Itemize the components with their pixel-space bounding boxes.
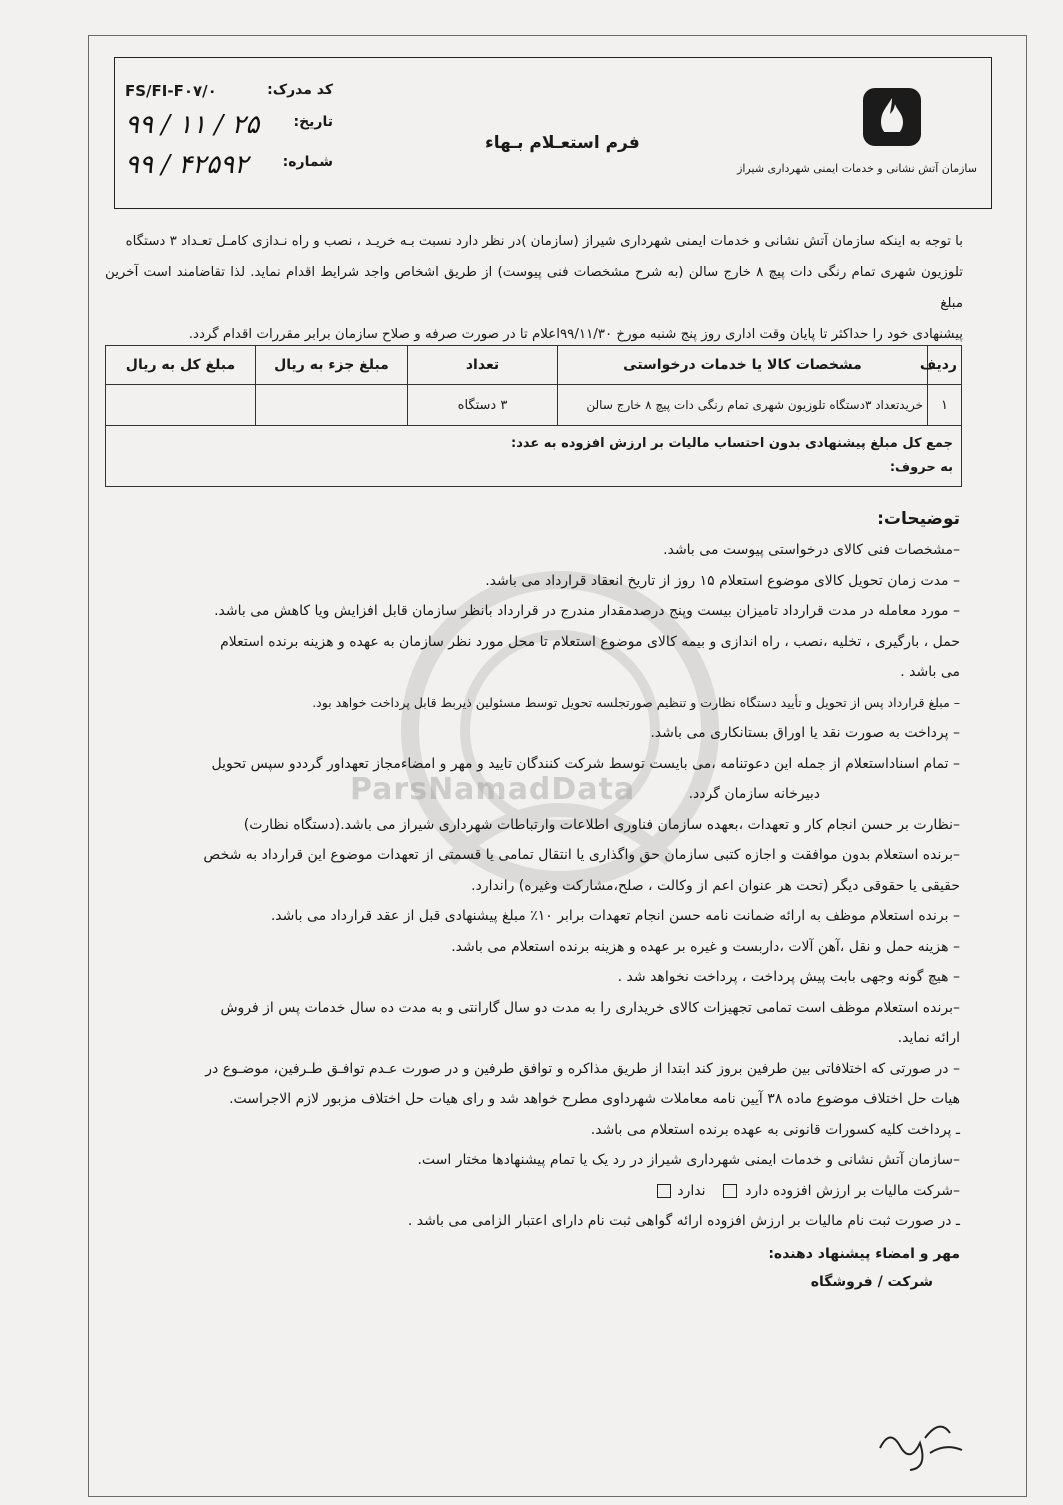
watermark-text: ParsNamadData [350, 772, 636, 807]
intro-line: با توجه به اینکه سازمان آتش نشانی و خدمات ایمنی شهرداری شیراز (سازمان )در نظر دارد نسبت بـه خریـد ، نصب و راه نـدازی کامـل تعـداد ۳ دستگاه [125, 234, 963, 249]
table-header-row [106, 346, 962, 385]
vat-has-label: –شرکت مالیات بر ارزش افزوده دارد [745, 1182, 960, 1199]
number-row [123, 150, 333, 184]
cell-total-price[interactable] [106, 385, 256, 426]
note-item: – هزینه حمل و نقل ،آهن آلات ،داربست و غیره بر عهده و هزینه برنده استعلام می باشد. [451, 938, 960, 955]
date-row [123, 110, 333, 144]
number-label: شماره: [282, 154, 333, 170]
col-header-unit-price: مبلغ جزء به ریال [256, 346, 408, 385]
note-item: دبیرخانه سازمان گردد. [688, 786, 820, 802]
cell-description: خریدتعداد ۳دستگاه تلوزیون شهری تمام رنگی دات پیچ ۸ خارج سالن [558, 385, 928, 426]
note-item: می باشد . [900, 664, 960, 680]
form-title: فرم استعـلام بـهاء [485, 133, 640, 153]
intro-line: تلوزیون شهری تمام رنگی دات پیچ ۸ خارج سالن (به شرح مشخصات فنی پیوست) از طریق اشخاص واجد شرایط اقدام نماید. لذا تقاضامند است آخرین مبلغ [105, 265, 963, 311]
note-item: –برنده استعلام بدون موافقت و اجازه کتبی سازمان حق واگذاری یا انتقال تمامی یا قسمتی از تعهدات موضوع این قرارداد به شخص [203, 847, 960, 863]
note-item: – برنده استعلام موظف به ارائه ضمانت نامه حسن انجام تعهدات برابر ۱۰٪ مبلغ پیشنهادی قبل از عقد قرارداد می باشد. [270, 908, 960, 924]
col-header-total-price: مبلغ کل به ریال [106, 346, 256, 385]
note-item: ـ پرداخت کلیه کسورات قانونی به عهده برنده استعلام می باشد. [590, 1121, 960, 1138]
note-item: – در صورتی که اختلافاتی بین طرفین بروز کند ابتدا از طریق مذاکره و توافق طرفین و در صورت عـدم توافـق طـرفین، موضـوع در [205, 1060, 960, 1077]
note-item: ارائه نماید. [897, 1030, 960, 1046]
intro-line: پیشنهادی خود را حداکثر تا پایان وقت اداری روز پنج شنبه مورخ ۹۹/۱۱/۳۰اعلام تا در صورت صرفه و صلاح سازمان برابر مقررات اقدام گردد. [188, 327, 963, 342]
vat-status-row [100, 1176, 960, 1207]
date-label: تاریخ: [293, 114, 333, 130]
note-item: حقیقی یا حقوقی دیگر (تحت هر عنوان اعم از وکالت ، صلح،مشارکت وغیره) راندارد. [471, 877, 960, 894]
note-item: – پرداخت به صورت نقد یا اوراق بستانکاری می باشد. [650, 725, 960, 741]
vat-no-label: ندارد [677, 1182, 706, 1199]
col-header-quantity: تعداد [408, 346, 558, 385]
note-item: – مدت زمان تحویل کالای موضوع استعلام ۱۵ روز از تاریخ انعقاد قرارداد می باشد. [485, 572, 960, 589]
note-item: –نظارت بر حسن انجام کار و تعهدات ،بعهده سازمان فناوری اطلاعات وارتباطات شهرداری شیراز می باشد.(دستگاه نظارت) [243, 816, 960, 833]
table-row [106, 385, 962, 426]
note-item: حمل ، بارگیری ، تخلیه ،نصب ، راه اندازی و بیمه کالای موضوع استعلام تا محل مورد نظر سازمان به عهده و هزینه برنده استعلام [220, 633, 960, 650]
notes-title: توضیحات: [877, 509, 960, 529]
note-item: هیات حل اختلاف موضوع ماده ۳۸ آیین نامه معاملات شهرداوی مطرح خواهد شد و رای هیات حل اختلاف مزبور لازم الاجراست. [229, 1091, 960, 1107]
intro-paragraph [105, 226, 963, 350]
note-item: – هیچ گونه وجهی بابت پیش پرداخت ، پرداخت نخواهد شد . [617, 969, 960, 985]
cell-row-number: ۱ [928, 385, 962, 426]
fire-department-emblem-icon [859, 84, 925, 150]
note-item: –مشخصات فنی کالای درخواستی پیوست می باشد. [663, 542, 960, 558]
company-label: شرکت / فروشگاه [810, 1274, 933, 1290]
notes-list [100, 535, 960, 1237]
vat-no-checkbox[interactable] [657, 1184, 671, 1198]
vat-has-checkbox[interactable] [723, 1184, 737, 1198]
col-header-description: مشخصات کالا یا خدمات درخواستی [558, 346, 928, 385]
note-item: – مورد معامله در مدت قرارداد تامیزان بیست وپنج درصدمقدار مندرج در قرارداد بانظر سازمان قابل افزایش ویا کاهش می باشد. [214, 603, 960, 619]
document-header [114, 57, 992, 209]
note-item: –برنده استعلام موظف است تمامی تجهیزات کالای خریداری را به مدت دو سال گارانتی و به مدت ده سال خدمات پس از فروش [220, 999, 960, 1016]
doc-code-value: FS/FI-F۰۷/۰ [125, 82, 217, 100]
document-meta [123, 78, 333, 190]
note-item: – تمام اسناداستعلام از جمله این دعوتنامه ،می بایست توسط شرکت کنندگان تایید و مهر و امضاءمجاز تعهداور گرددو سپس تحویل [211, 755, 960, 772]
number-value: ۹۹ / ۴۲۵۹۲ [125, 150, 249, 180]
total-cell[interactable] [106, 426, 962, 487]
signature-label: مهر و امضاء پیشنهاد دهنده: [768, 1246, 960, 1262]
organization-logo [737, 68, 977, 198]
handwritten-signature [870, 1408, 970, 1478]
doc-code-label: کد مدرک: [267, 82, 333, 98]
doc-code-row [123, 78, 333, 104]
total-numeric-label: جمع کل مبلغ پیشنهادی بدون احتساب مالیات بر ارزش افزوده به عدد: [511, 436, 953, 451]
note-item: –سازمان آتش نشانی و خدمات ایمنی شهرداری شیراز در رد یک یا تمام پیشنهادها مختار است. [417, 1152, 960, 1168]
note-item: – مبلغ قرارداد پس از تحویل و تأیید دستگاه نظارت و تنظیم صورتجلسه تحویل توسط مسئولین ذیربط قابل پرداخت خواهد بود. [312, 694, 960, 710]
cell-quantity: ۳ دستگاه [408, 385, 558, 426]
col-header-row-number: ردیف [928, 346, 962, 385]
cell-unit-price[interactable] [256, 385, 408, 426]
total-row [106, 426, 962, 487]
organization-name: سازمان آتش نشانی و خدمات ایمنی شهرداری شیراز [737, 162, 977, 175]
date-value: ۹۹ / ۱۱ / ۲۵ [125, 110, 260, 140]
note-item: ـ در صورت ثبت نام مالیات بر ارزش افزوده ارائه گواهی ثبت نام دارای اعتبار الزامی می باشد . [407, 1213, 960, 1229]
items-table [105, 345, 962, 487]
total-words-label: به حروف: [889, 460, 953, 475]
